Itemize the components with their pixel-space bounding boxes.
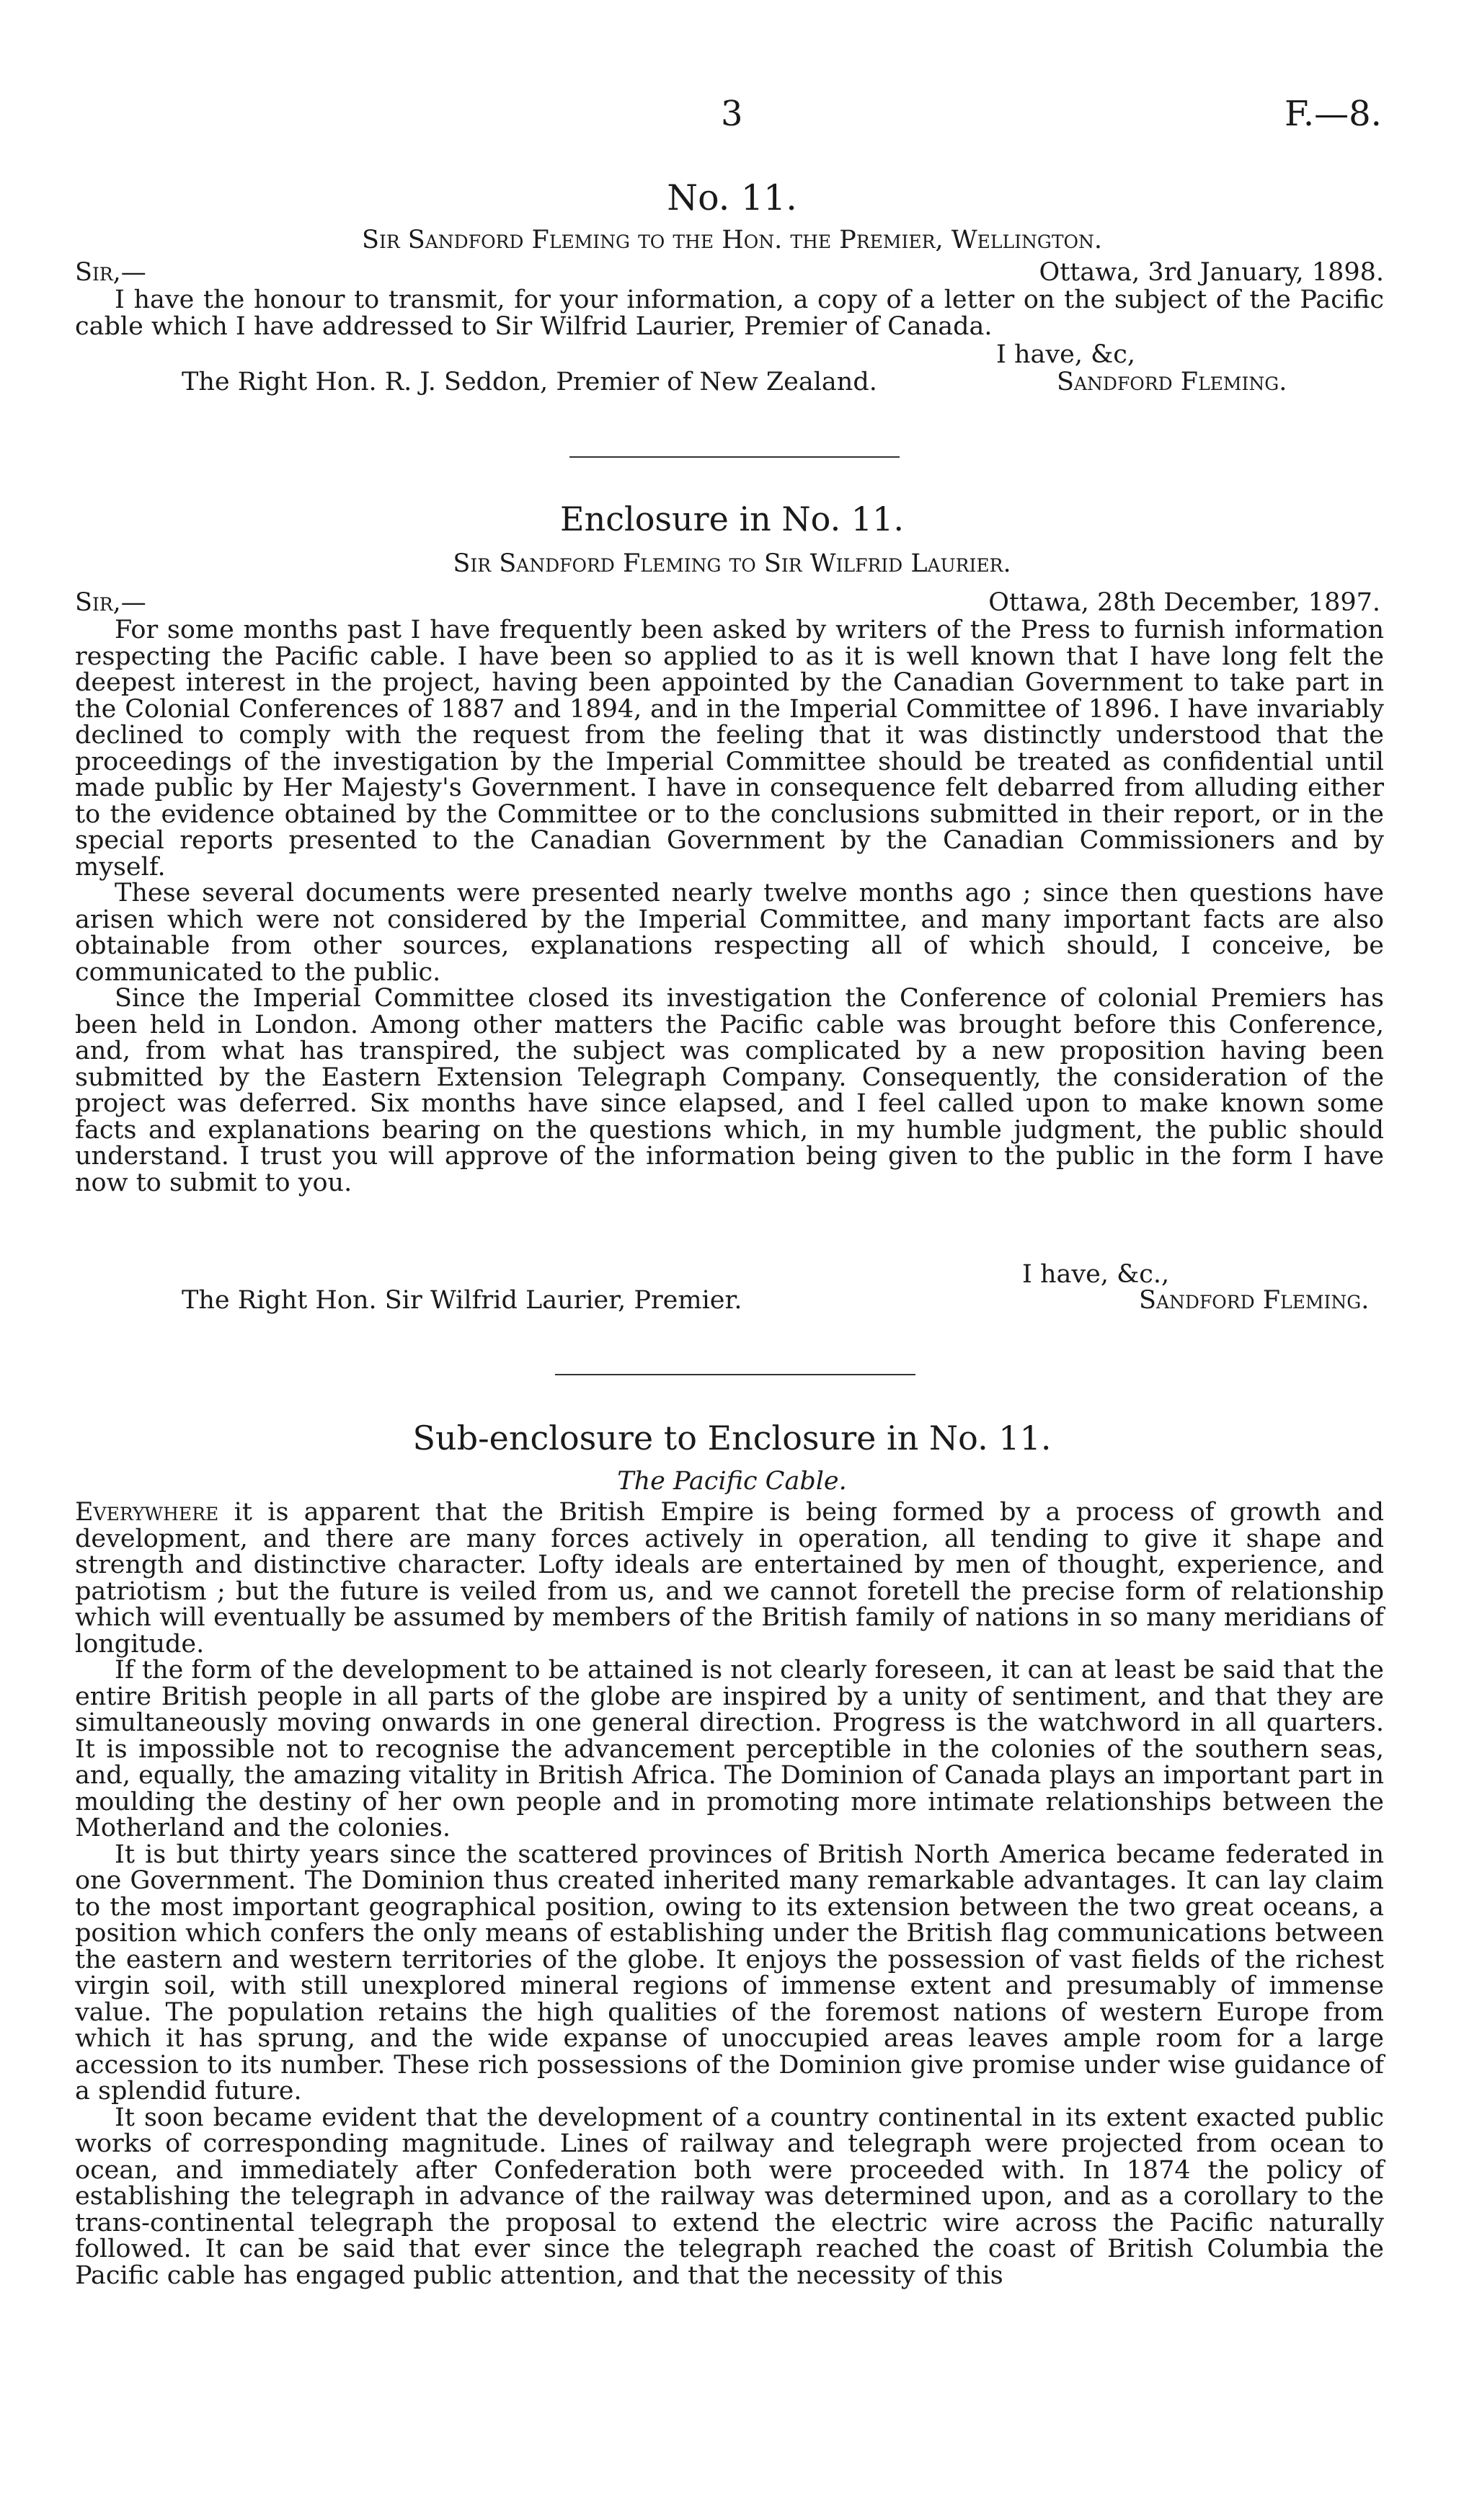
subenclosure-paragraph-text: it is apparent that the British Empire is being formed by a process of growth and development, and there are many forces actively in operation, all tending to give it shape and strength and distinctive character. Lofty ideals are entertained by men of thought, experience, and patriotism ; but the future is veiled from us, and we cannot foretell the precise form of relationship which will eventually be assumed by members of the British family of nations in so many meridians of longitude. — [75, 1498, 1384, 1659]
enclosure-heading: Enclosure in No. 11. — [560, 500, 904, 538]
letter-recipient: The Right Hon. R. J. Seddon, Premier of New Zealand. — [182, 368, 877, 396]
subenclosure-body — [75, 1499, 1384, 2289]
letter-place-date: Ottawa, 3rd January, 1898. — [1039, 258, 1384, 287]
letter-body: I have the honour to transmit, for your information, a copy of a letter on the subject of the Pacific cable which I have addressed to Sir Wilfrid Laurier, Premier of Canada. — [75, 285, 1384, 341]
enclosure-body — [75, 617, 1384, 1196]
letter-salutation: Sir,— — [75, 258, 146, 287]
section-divider — [555, 1374, 915, 1375]
letter-heading: No. 11. — [667, 177, 797, 218]
subenclosure-title: The Pacific Cable. — [617, 1467, 847, 1496]
page-number: 3 — [721, 94, 743, 134]
enclosure-recipient: The Right Hon. Sir Wilfrid Laurier, Premier. — [182, 1286, 742, 1315]
enclosure-paragraph: These several documents were presented nearly twelve months ago ; since then questions have arisen which were not considered by the Imperial Committee, and many important facts are also obtainable from other sources, explanations respecting all of which should, I conceive, be communicated to the public. — [75, 879, 1384, 987]
enclosure-signature: Sandford Fleming. — [1139, 1286, 1370, 1315]
subenclosure-heading: Sub-enclosure to Enclosure in No. 11. — [412, 1419, 1052, 1458]
enclosure-place-date: Ottawa, 28th December, 1897. — [988, 588, 1380, 617]
letter-signature: Sandford Fleming. — [1057, 368, 1287, 396]
subenclosure-paragraph: It soon became evident that the development of a country continental in its extent exacted public works of corresponding magnitude. Lines of railway and telegraph were projected from ocean to ocean, and immediately after Confederation both were proceeded with. In 1874 the policy of establishing the telegraph in advance of the railway was determined upon, and as a corollary to the trans-continental telegraph the proposal to extend the electric wire across the Pacific naturally followed. It can be said that ever since the telegraph reached the coast of British Columbia the Pacific cable has engaged public attention, and that the necessity of this — [75, 2103, 1384, 2290]
enclosure-paragraph: Since the Imperial Committee closed its investigation the Conference of colonial Premiers has been held in London. Among other matters the Pacific cable was brought before this Conference, and, from what has transpired, the subject was complicated by a new proposition having been submitted by the Eastern Extension Telegraph Company. Consequently, the consideration of the project was deferred. Six months have since elapsed, and I feel called upon to make known some facts and explanations bearing on the questions which, in my humble judgment, the public should understand. I trust you will approve of the information being given to the public in the form I have now to submit to you. — [75, 984, 1384, 1197]
subenclosure-paragraph — [75, 1499, 1384, 1657]
subenclosure-paragraph: If the form of the development to be attained is not clearly foreseen, it can at least be said that the entire British people in all parts of the globe are inspired by a unity of sentiment, and that they are simultaneously moving onwards in one general direction. Progress is the watchword in all quarters. It is impossible not to recognise the advancement perceptible in the colonies of the southern seas, and, equally, the amazing vitality in British Africa. The Dominion of Canada plays an important part in moulding the destiny of her own people and in promoting more intimate relationships between the Motherland and the colonies. — [75, 1656, 1384, 1842]
letter-closing: I have, &c, — [996, 340, 1135, 369]
document-reference: F.—8. — [1285, 94, 1382, 134]
section-divider — [569, 456, 900, 458]
enclosure-paragraph: For some months past I have frequently been asked by writers of the Press to furnish information respecting the Pacific cable. I have been so applied to as it is well known that I have long felt the deepest interest in the project, having been appointed by the Canadian Government to take part in the Colonial Conferences of 1887 and 1894, and in the Imperial Committee of 1896. I have invariably declined to comply with the request from the feeling that it was distinctly understood that the proceedings of the investigation by the Imperial Committee should be treated as confidential until made public by Her Majesty's Government. I have in consequence felt debarred from alluding either to the evidence obtained by the Committee or to the conclusions submitted in their report, or in the special reports presented to the Canadian Government by the Canadian Commissioners and by myself. — [75, 616, 1384, 882]
enclosure-salutation: Sir,— — [75, 588, 146, 617]
letter-from-line: Sir Sandford Fleming to the Hon. the Premier, Wellington. — [361, 226, 1103, 254]
opening-word: Everywhere — [75, 1498, 219, 1527]
enclosure-from-line: Sir Sandford Fleming to Sir Wilfrid Laurier. — [453, 549, 1011, 578]
subenclosure-paragraph: It is but thirty years since the scattered provinces of British North America became federated in one Government. The Dominion thus created inherited many remarkable advantages. It can lay claim to the most important geographical position, owing to its extension between the two great oceans, a position which confers the only means of establishing under the British flag communications between the eastern and western territories of the globe. It enjoys the possession of vast fields of the richest virgin soil, with still unexplored mineral regions of immense extent and presumably of immense value. The population retains the high qualities of the foremost nations of western Europe from which it has sprung, and the wide expanse of unoccupied areas leaves ample room for a large accession to its number. These rich possessions of the Dominion give promise under wise guidance of a splendid future. — [75, 1840, 1384, 2106]
enclosure-closing: I have, &c., — [1022, 1260, 1170, 1289]
